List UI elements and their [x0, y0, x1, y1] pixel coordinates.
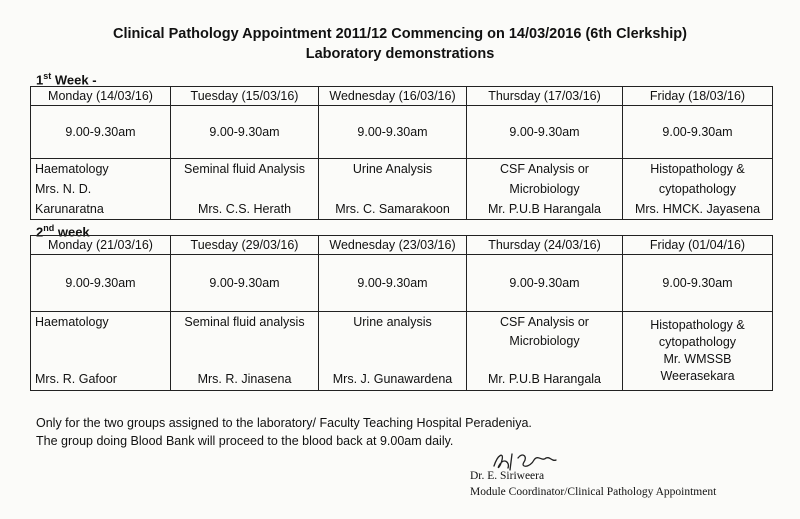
session-cell: Urine Analysis Mrs. C. Samarakoon [319, 159, 467, 220]
week-2-table [30, 235, 773, 391]
day-header: Monday (21/03/16) [31, 236, 171, 255]
day-header: Tuesday (29/03/16) [171, 236, 319, 255]
document-title [0, 24, 800, 64]
title-line-2: Laboratory demonstrations [305, 46, 495, 62]
time-cell: 9.00-9.30am [31, 255, 171, 312]
day-header: Friday (18/03/16) [623, 87, 773, 106]
note-line: Only for the two groups assigned to the laboratory/ Faculty Teaching Hospital Peradeniya. [36, 416, 532, 430]
day-header: Friday (01/04/16) [623, 236, 773, 255]
time-cell: 9.00-9.30am [623, 255, 773, 312]
session-cell: Seminal fluid Analysis Mrs. C.S. Herath [171, 159, 319, 220]
session-cell: Urine analysis Mrs. J. Gunawardena [319, 312, 467, 391]
title-line-1: Clinical Pathology Appointment 2011/12 Commencing on 14/03/2016 (6th Clerkship) [113, 26, 687, 42]
day-header: Wednesday (16/03/16) [319, 87, 467, 106]
session-cell: Seminal fluid analysis Mrs. R. Jinasena [171, 312, 319, 391]
week-1-label: 1st Week - [36, 71, 97, 88]
time-cell: 9.00-9.30am [467, 255, 623, 312]
session-cell: Histopathology & cytopathology Mr. WMSSB Weerasekara [623, 312, 773, 391]
day-header: Wednesday (23/03/16) [319, 236, 467, 255]
week-2-session-row [31, 312, 773, 391]
session-cell: Haematology Mrs. N. D. Karunaratna [31, 159, 171, 220]
time-cell: 9.00-9.30am [171, 106, 319, 159]
time-cell: 9.00-9.30am [171, 255, 319, 312]
session-cell: CSF Analysis or Microbiology Mr. P.U.B Harangala [467, 312, 623, 391]
day-header: Monday (14/03/16) [31, 87, 171, 106]
week-2-header-row [31, 236, 773, 255]
footer-notes [36, 414, 532, 450]
session-cell: Histopathology & cytopathology Mrs. HMCK. Jayasena [623, 159, 773, 220]
time-cell: 9.00-9.30am [467, 106, 623, 159]
time-cell: 9.00-9.30am [623, 106, 773, 159]
signatory-name: Dr. E. Siriweera [470, 470, 545, 482]
week-1-table [30, 86, 773, 220]
time-cell: 9.00-9.30am [319, 106, 467, 159]
week-1-time-row [31, 106, 773, 159]
day-header: Thursday (17/03/16) [467, 87, 623, 106]
time-cell: 9.00-9.30am [319, 255, 467, 312]
week-2-label: 2nd week [36, 223, 90, 240]
day-header: Thursday (24/03/16) [467, 236, 623, 255]
day-header: Tuesday (15/03/16) [171, 87, 319, 106]
session-cell: CSF Analysis or Microbiology Mr. P.U.B Harangala [467, 159, 623, 220]
week-2-time-row [31, 255, 773, 312]
week-1-session-row [31, 159, 773, 220]
session-cell: Haematology Mrs. R. Gafoor [31, 312, 171, 391]
week-1-header-row [31, 87, 773, 106]
time-cell: 9.00-9.30am [31, 106, 171, 159]
note-line: The group doing Blood Bank will proceed to the blood back at 9.00am daily. [36, 434, 454, 448]
signatory-role: Module Coordinator/Clinical Pathology Appointment [470, 486, 717, 498]
